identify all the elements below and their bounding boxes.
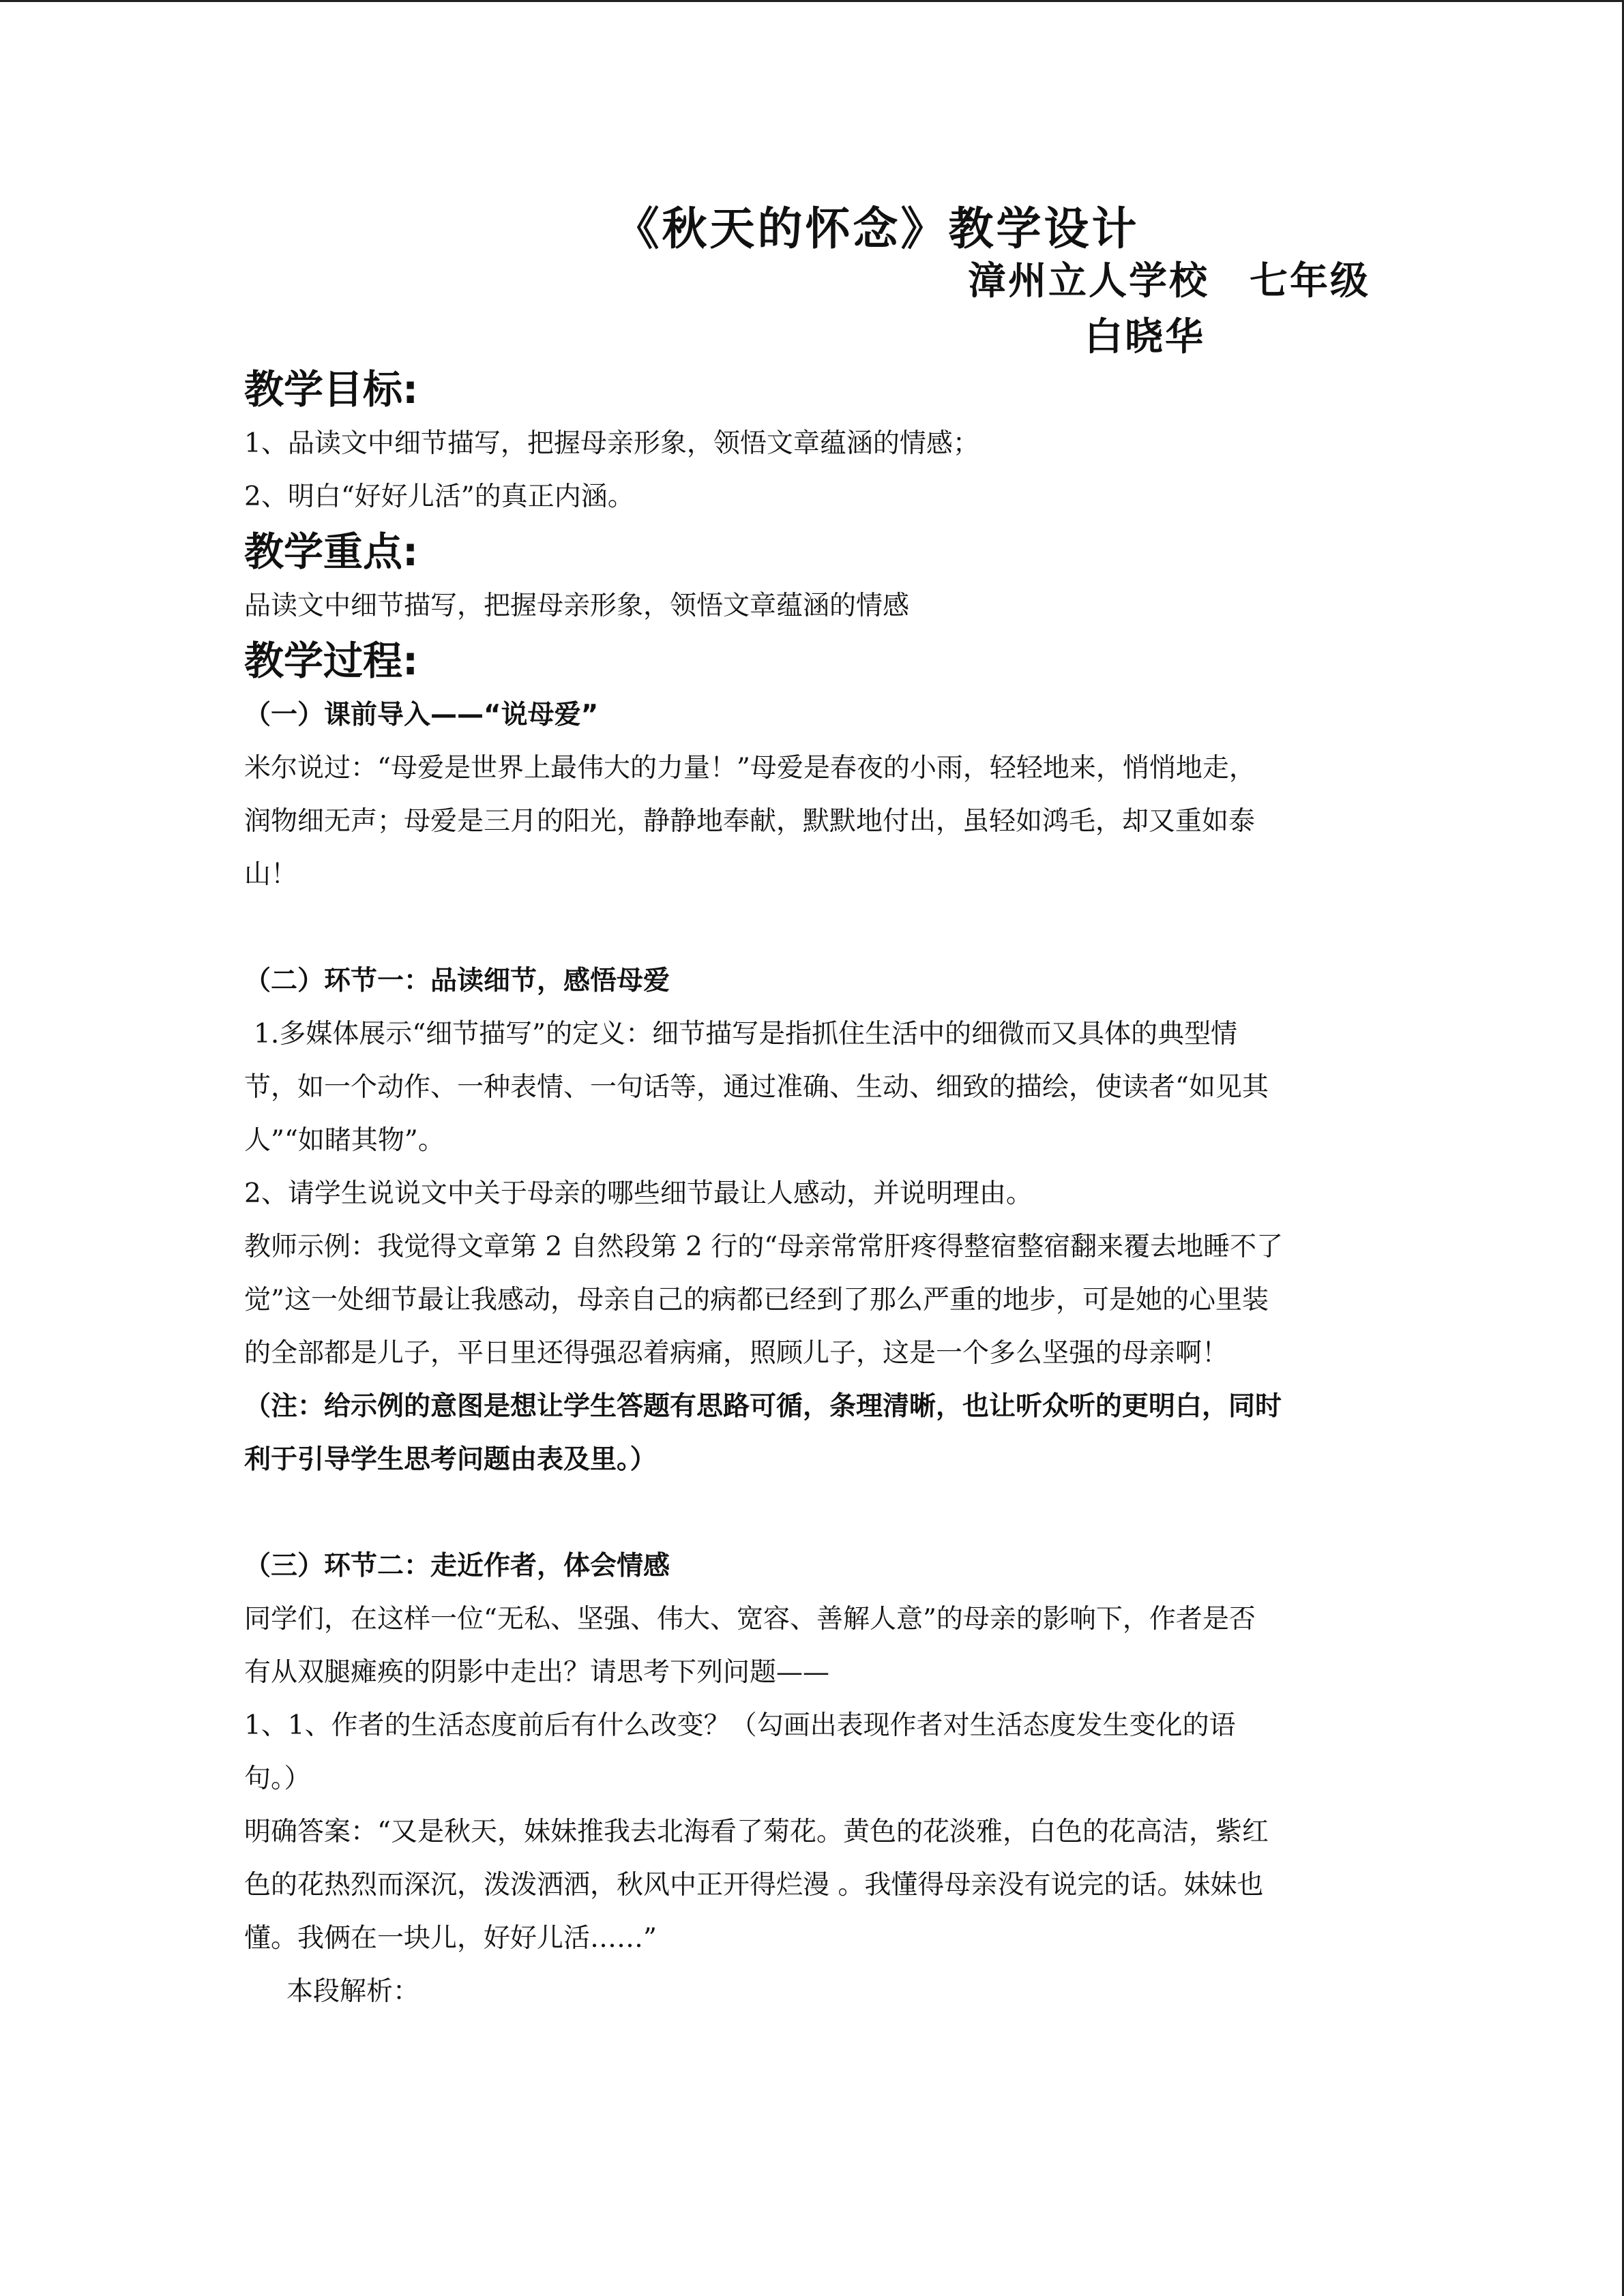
author-name: 白晓华 (1084, 314, 1205, 359)
part3-line: 句。） (244, 1763, 311, 1794)
part1-line: 山！ (244, 859, 298, 890)
focus-text: 品读文中细节描写，把握母亲形象，领悟文章蕴涵的情感 (244, 591, 910, 621)
top-border-line (0, 0, 1624, 2)
part1-title: （一）课前导入——“说母爱” (244, 700, 599, 730)
heading-teaching-focus: 教学重点: (244, 528, 419, 575)
part3-line: 有从双腿瘫痪的阴影中走出？请思考下列问题—— (244, 1657, 830, 1688)
part2-title: （二）环节一：品读细节，感悟母爱 (244, 966, 670, 996)
part2-line: 教师示例：我觉得文章第 2 自然段第 2 行的“母亲常常肝疼得整宿整宿翻来覆去地睡不了 (244, 1232, 1284, 1262)
heading-teaching-process: 教学过程: (244, 638, 419, 684)
part3-title: （三）环节二：走近作者，体会情感 (244, 1551, 670, 1581)
part2-note: 利于引导学生思考问题由表及里。） (244, 1444, 657, 1475)
part3-line: 色的花热烈而深沉，泼泼洒洒，秋风中正开得烂漫 。我懂得母亲没有说完的话。妹妹也 (244, 1870, 1264, 1900)
part1-line: 润物细无声；母爱是三月的阳光，静静地奉献，默默地付出，虽轻如鸿毛，却又重如泰 (244, 806, 1256, 837)
part2-line: 觉”这一处细节最让我感动，母亲自己的病都已经到了那么严重的地步，可是她的心里装 (244, 1285, 1269, 1315)
part3-line: 懂。我俩在一块儿，好好儿活……” (244, 1923, 657, 1954)
part1-line: 米尔说过：“母爱是世界上最伟大的力量！”母爱是春夜的小雨，轻轻地来，悄悄地走， (244, 753, 1256, 784)
part2-note: （注：给示例的意图是想让学生答题有思路可循，条理清晰，也让听众听的更明白，同时 (244, 1391, 1282, 1422)
heading-teaching-goals: 教学目标: (244, 366, 419, 413)
part2-line: 节，如一个动作、一种表情、一句话等，通过准确、生动、细致的描绘，使读者“如见其 (244, 1072, 1269, 1103)
part3-line: 同学们，在这样一位“无私、坚强、伟大、宽容、善解人意”的母亲的影响下，作者是否 (244, 1604, 1256, 1635)
paragraph-gap (244, 1487, 1375, 1540)
goal-item: 1、品读文中细节描写，把握母亲形象，领悟文章蕴涵的情感； (244, 428, 979, 459)
part2-line: 2、请学生说说文中关于母亲的哪些细节最让人感动，并说明理由。 (244, 1178, 1033, 1209)
part2-line: 1.多媒体展示“细节描写”的定义：细节描写是指抓住生活中的细微而又具体的典型情 (254, 1019, 1238, 1049)
part3-line: 1、1、作者的生活态度前后有什么改变？（勾画出表现作者对生活态度发生变化的语 (244, 1710, 1236, 1741)
document-title: 《秋天的怀念》教学设计 (614, 202, 1140, 255)
part3-line: 明确答案：“又是秋天，妹妹推我去北海看了菊花。黄色的花淡雅，白色的花高洁，紫红 (244, 1817, 1269, 1847)
part2-line: 的全部都是儿子，平日里还得强忍着病痛，照顾儿子，这是一个多么坚强的母亲啊！ (244, 1338, 1229, 1369)
paragraph-gap (244, 901, 1375, 955)
document-body (244, 361, 1375, 2018)
part3-line: 本段解析： (286, 1976, 420, 2007)
part2-line: 人”“如睹其物”。 (244, 1125, 445, 1156)
school-grade-line: 漳州立人学校 七年级 (968, 258, 1370, 303)
goal-item: 2、明白“好好儿活”的真正内涵。 (244, 481, 634, 512)
